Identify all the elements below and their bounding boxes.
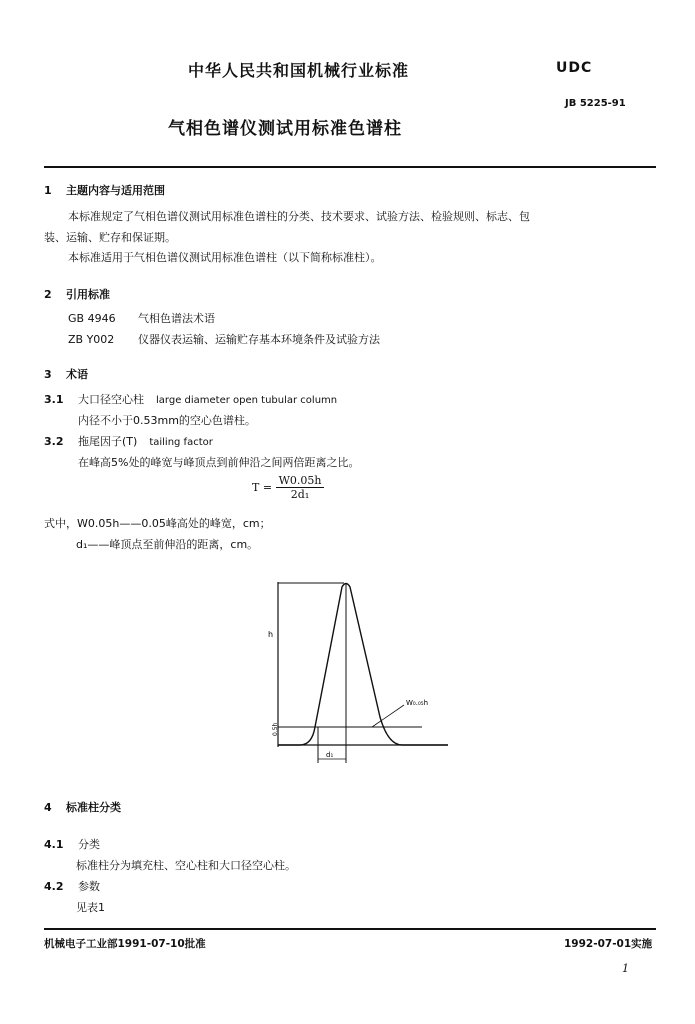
reference-title: 仪器仪表运输、运输贮存基本环境条件及试验方法 [138, 333, 380, 346]
org-title: 中华人民共和国机械行业标准 [188, 61, 410, 80]
page-number: 1 [622, 962, 629, 975]
term-1-definition: 内径不小于0.53mm的空心色谱柱。 [78, 414, 256, 427]
section-title: 主题内容与适用范围 [66, 184, 165, 197]
section-1-heading [44, 182, 165, 198]
tailing-factor-formula [252, 474, 324, 501]
section-3-heading [44, 366, 88, 382]
section-1-para2: 本标准适用于气相色谱仪测试用标准色谱柱（以下简称标准柱）。 [68, 251, 382, 264]
section-title: 引用标准 [66, 288, 110, 301]
section-2-heading [44, 286, 110, 302]
term-chinese: 拖尾因子(T) [78, 435, 138, 448]
effective-date: 1992-07-01实施 [564, 938, 653, 950]
subsection-4-1-text: 标准柱分为填充柱、空心柱和大口径空心柱。 [76, 859, 296, 872]
term-2-definition: 在峰高5%处的峰宽与峰顶点到前伸沿之间两倍距离之比。 [78, 456, 360, 469]
reference-title: 气相色谱法术语 [138, 312, 215, 325]
header-rule [44, 166, 656, 168]
h-label: h [268, 630, 274, 639]
term-number: 3.1 [44, 393, 64, 406]
standard-code: JB 5225-91 [565, 98, 626, 109]
where-line-2: d₁——峰顶点至前伸沿的距离，cm。 [76, 538, 259, 551]
formula-fraction [276, 474, 325, 501]
term-chinese: 大口径空心柱 [78, 393, 144, 406]
term-english: tailing factor [149, 437, 213, 448]
tailing-peak-diagram [262, 577, 462, 767]
reference-code: GB 4946 [68, 312, 116, 325]
term-english: large diameter open tubular column [156, 395, 338, 406]
section-title: 标准柱分类 [66, 801, 121, 814]
section-1-para1-line2: 装、运输、贮存和保证期。 [44, 231, 176, 244]
subsection-number: 4.2 [44, 880, 64, 893]
formula-numerator: W0.05h [276, 474, 325, 488]
section-title: 术语 [66, 368, 88, 381]
term-number: 3.2 [44, 435, 64, 448]
reference-item [68, 310, 215, 326]
term-1 [44, 391, 337, 407]
peak-curve [278, 584, 448, 746]
reference-item [68, 331, 380, 347]
udc-label: UDC [556, 60, 593, 76]
section-number: 1 [44, 184, 52, 197]
formula-lhs: T = [252, 481, 273, 494]
w-leader [372, 705, 404, 727]
subsection-4-1 [44, 836, 100, 852]
formula-denominator: 2d₁ [290, 488, 310, 501]
subsection-number: 4.1 [44, 838, 64, 851]
approval-date: 机械电子工业部1991-07-10批准 [44, 938, 206, 950]
subsection-title: 参数 [78, 880, 100, 893]
five-h-label: 0.5h [272, 722, 279, 736]
subsection-4-2 [44, 878, 100, 894]
term-2 [44, 433, 213, 449]
footer-rule [44, 928, 656, 930]
section-number: 3 [44, 368, 52, 381]
subsection-4-2-text: 见表1 [76, 901, 105, 914]
section-number: 4 [44, 801, 52, 814]
section-number: 2 [44, 288, 52, 301]
section-4-heading [44, 799, 121, 815]
subsection-title: 分类 [78, 838, 100, 851]
d-label: d₁ [326, 751, 334, 759]
w-label: W₀.₀₅h [406, 699, 429, 707]
where-line-1: 式中，W0.05h——0.05峰高处的峰宽，cm； [44, 517, 271, 530]
section-1-para1-line1: 本标准规定了气相色谱仪测试用标准色谱柱的分类、技术要求、试验方法、检验规则、标志、包 [68, 210, 530, 223]
doc-title: 气相色谱仪测试用标准色谱柱 [168, 119, 402, 139]
reference-code: ZB Y002 [68, 333, 115, 346]
